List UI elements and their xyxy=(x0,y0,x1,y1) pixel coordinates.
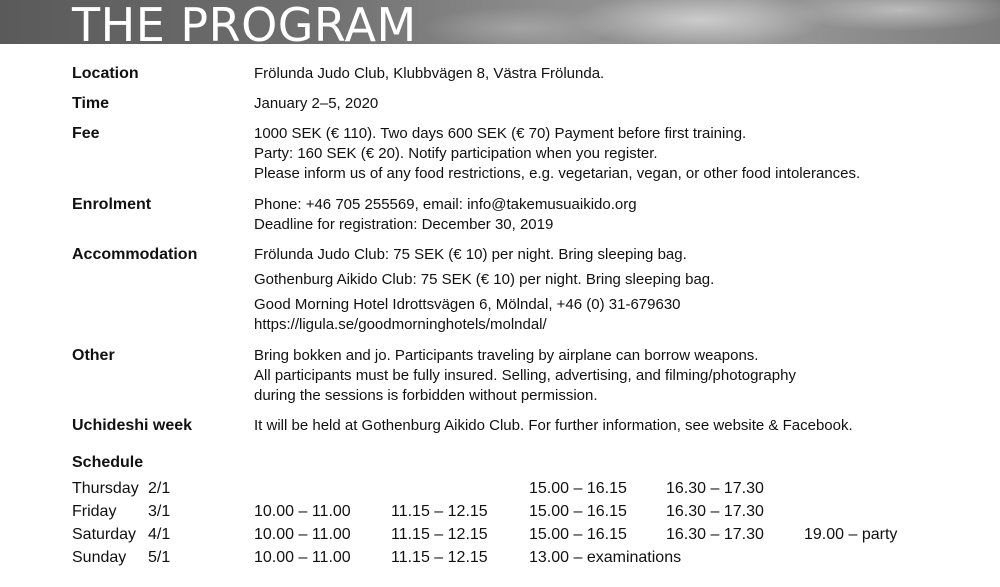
info-value xyxy=(254,195,637,235)
info-line: It will be held at Gothenburg Aikido Club. For further information, see website & Facebook. xyxy=(254,417,853,434)
info-label: Location xyxy=(72,65,139,82)
schedule-day: Thursday xyxy=(72,480,139,497)
schedule-session: 11.15 – 12.15 xyxy=(391,526,488,543)
info-line: Phone: +46 705 255569, email: info@takemusuaikido.org xyxy=(254,196,637,213)
info-label: Enrolment xyxy=(72,196,152,213)
schedule-session: 16.30 – 17.30 xyxy=(666,526,764,543)
info-line: Deadline for registration: December 30, 2019 xyxy=(254,216,554,233)
header-banner xyxy=(0,0,1000,44)
info-line: January 2–5, 2020 xyxy=(254,95,379,112)
schedule-session: 13.00 – examinations xyxy=(529,549,682,566)
schedule-day: Saturday xyxy=(72,526,137,543)
schedule-session: 19.00 – party xyxy=(804,526,898,543)
info-value xyxy=(254,245,714,335)
info-value xyxy=(254,94,378,114)
schedule-session: 16.30 – 17.30 xyxy=(666,480,764,497)
info-value xyxy=(254,346,796,406)
schedule-session: 11.15 – 12.15 xyxy=(391,503,488,520)
schedule-day: Sunday xyxy=(72,549,127,566)
schedule-session: 11.15 – 12.15 xyxy=(391,549,488,566)
info-label: Uchideshi week xyxy=(72,417,193,434)
info-line: Bring bokken and jo. Participants traveling by airplane can borrow weapons. xyxy=(254,347,759,364)
info-line: Party: 160 SEK (€ 20). Notify participation when you register. xyxy=(254,145,658,162)
info-line: Please inform us of any food restrictions, e.g. vegetarian, vegan, or other food intolerances. xyxy=(254,165,861,182)
info-line: during the sessions is forbidden without permission. xyxy=(254,387,598,404)
schedule-row-thursday xyxy=(0,478,1000,500)
info-line: Gothenburg Aikido Club: 75 SEK (€ 10) per night. Bring sleeping bag. xyxy=(254,271,715,288)
info-value xyxy=(254,416,853,436)
schedule-row-saturday xyxy=(0,524,1000,546)
schedule-row-friday xyxy=(0,501,1000,523)
schedule-session: 10.00 – 11.00 xyxy=(254,526,351,543)
schedule-session: 15.00 – 16.15 xyxy=(529,480,627,497)
schedule-date: 5/1 xyxy=(148,549,171,566)
schedule-date: 4/1 xyxy=(148,526,171,543)
schedule-session: 10.00 – 11.00 xyxy=(254,549,351,566)
info-line: 1000 SEK (€ 110). Two days 600 SEK (€ 70) Payment before first training. xyxy=(254,125,747,142)
schedule-date: 2/1 xyxy=(148,480,171,497)
info-line: Frölunda Judo Club: 75 SEK (€ 10) per night. Bring sleeping bag. xyxy=(254,246,687,263)
info-line: Good Morning Hotel Idrottsvägen 6, Mölndal, +46 (0) 31-679630 xyxy=(254,296,681,313)
schedule-title: Schedule xyxy=(72,454,144,471)
info-line: Frölunda Judo Club, Klubbvägen 8, Västra Frölunda. xyxy=(254,65,605,82)
schedule-session: 15.00 – 16.15 xyxy=(529,503,627,520)
info-label: Accommodation xyxy=(72,246,198,263)
schedule-date: 3/1 xyxy=(148,503,171,520)
schedule-session: 10.00 – 11.00 xyxy=(254,503,351,520)
schedule-session: 16.30 – 17.30 xyxy=(666,503,764,520)
info-line: All participants must be fully insured. Selling, advertising, and filming/photography xyxy=(254,367,796,384)
info-label: Time xyxy=(72,95,110,112)
info-line: https://ligula.se/goodmorninghotels/molndal/ xyxy=(254,316,547,333)
page-title: THE PROGRAM xyxy=(72,0,417,44)
info-value xyxy=(254,64,604,84)
schedule-session: 15.00 – 16.15 xyxy=(529,526,627,543)
info-value xyxy=(254,124,860,184)
info-label: Fee xyxy=(72,125,100,142)
schedule-day: Friday xyxy=(72,503,117,520)
schedule-row-sunday xyxy=(0,547,1000,569)
info-label: Other xyxy=(72,347,115,364)
